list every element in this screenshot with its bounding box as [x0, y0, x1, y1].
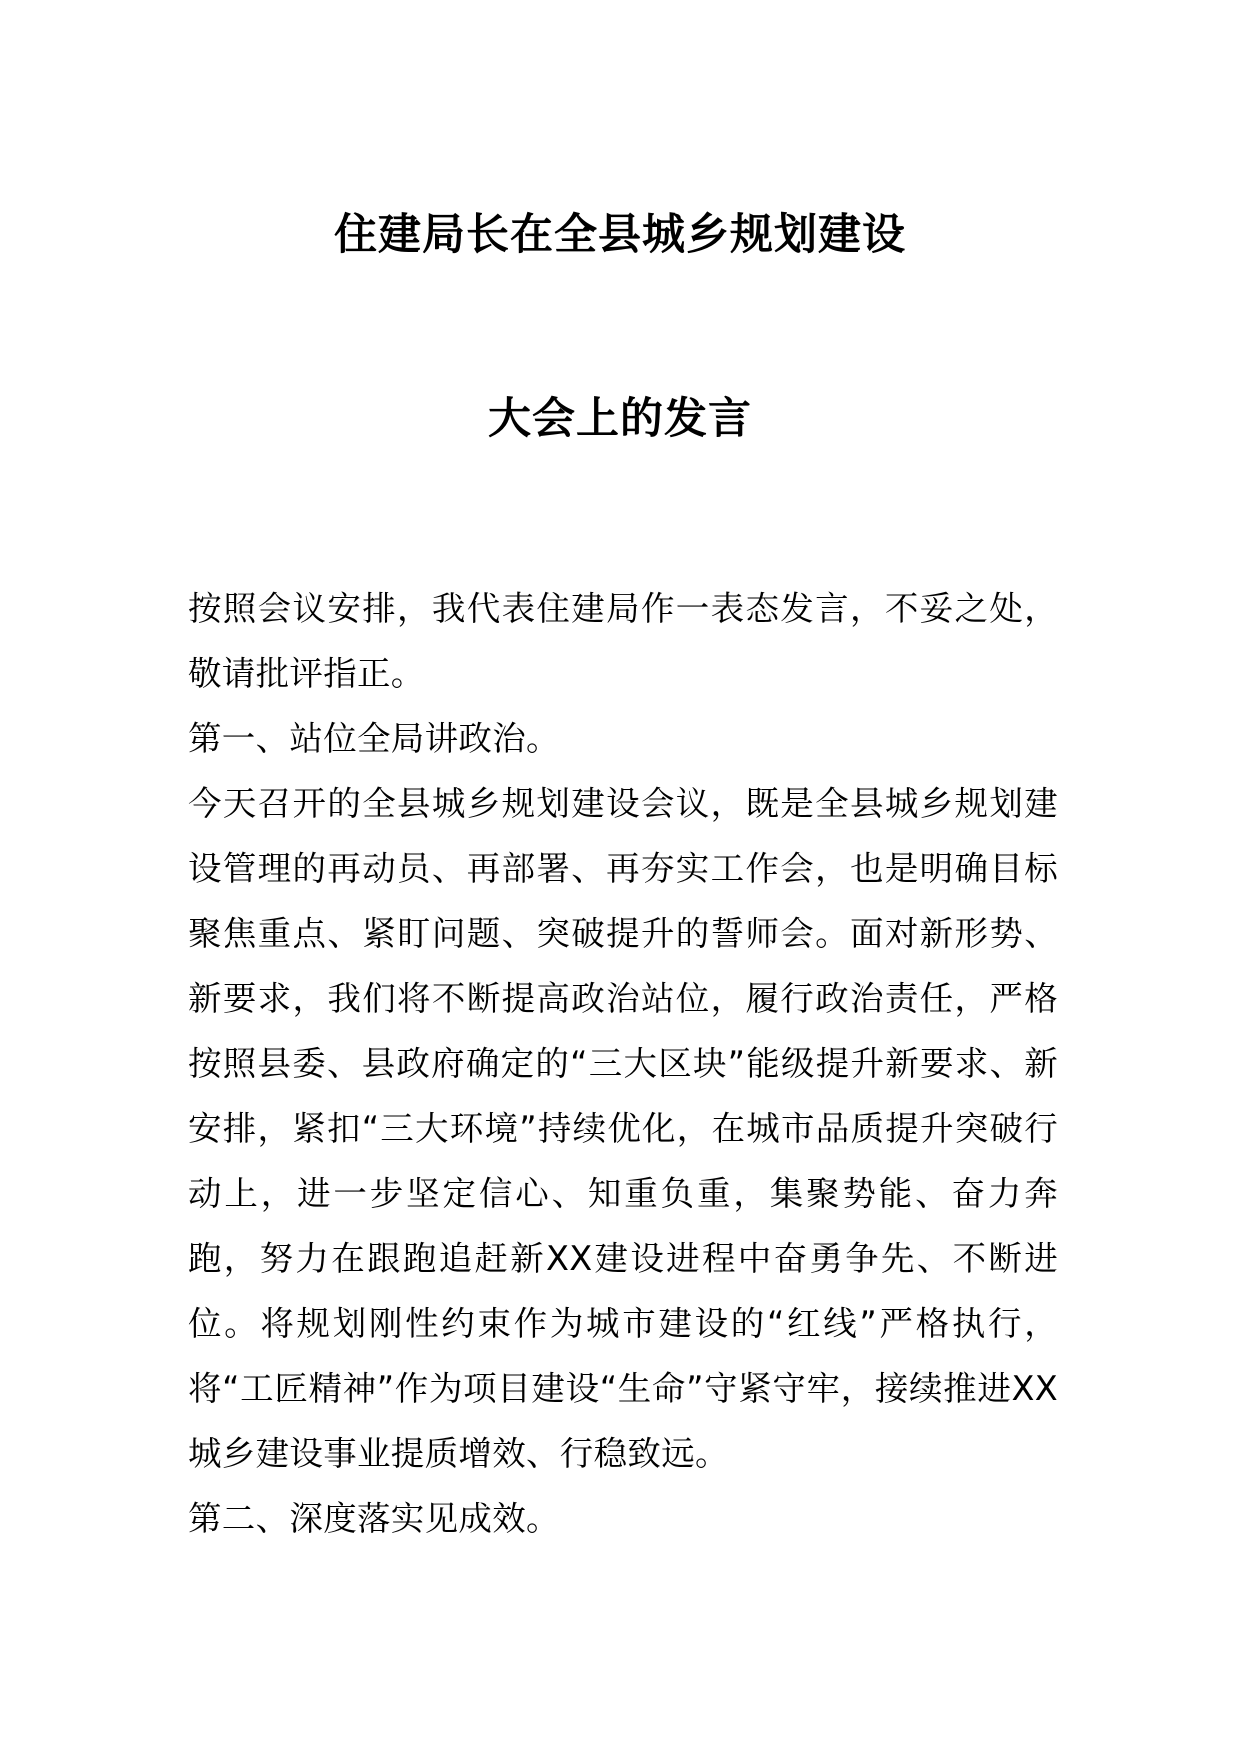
- document-title-line-2: 大会上的发言: [488, 394, 752, 444]
- document-title-line-1: 住建局长在全县城乡规划建设: [334, 210, 906, 260]
- paragraph-section-2-heading: 第二、深度落实见成效。: [188, 1499, 560, 1538]
- paragraph-section-1-heading: 第一、站位全局讲政治。: [188, 719, 560, 758]
- paragraph-opening: 按照会议安排，我代表住建局作一表态发言，不妥之处，敬请批评指正。: [188, 589, 1058, 693]
- paragraph-section-1-body: 今天召开的全县城乡规划建设会议，既是全县城乡规划建设管理的再动员、再部署、再夯实工作会，也是明确目标聚焦重点、紧盯问题、突破提升的誓师会。面对新形势、新要求，我们将不断提高政治站位，履行政治责任，严格按照县委、县政府确定的“三大区块”能级提升新要求、新安排，紧扣“三大环境”持续优化，在城市品质提升突破行动上，进一步坚定信心、知重负重，集聚势能、奋力奔跑，努力在跟跑追赶新XX建设进程中奋勇争先、不断进位。将规划刚性约束作为城市建设的“红线”严格执行，将“工匠精神”作为项目建设“生命”守紧守牢，接续推进XX城乡建设事业提质增效、行稳致远。: [188, 784, 1058, 1473]
- document-body: [188, 576, 1058, 1551]
